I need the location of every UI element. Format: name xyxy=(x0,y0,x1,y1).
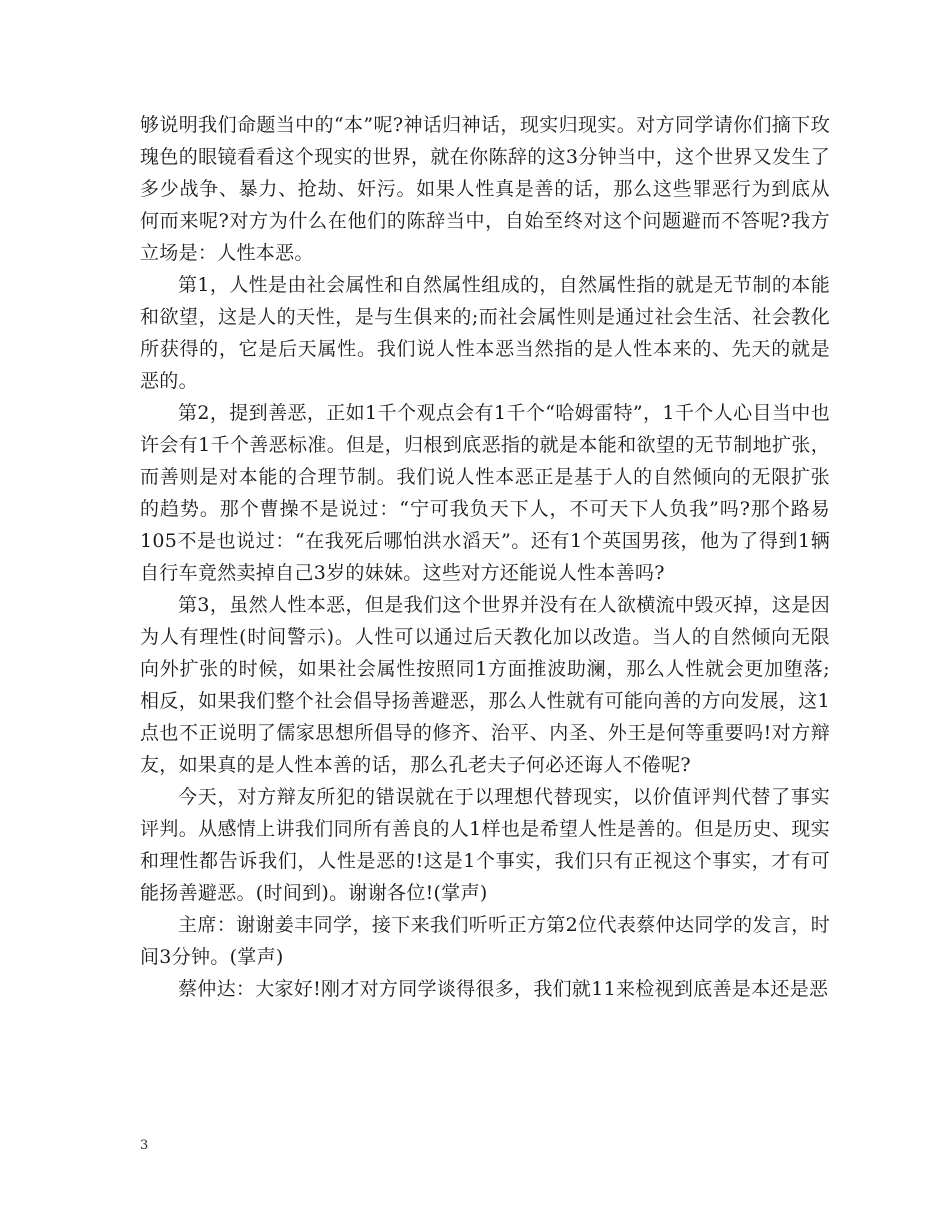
paragraph-next-speaker: 蔡仲达：大家好!刚才对方同学谈得很多，我们就11来检视到底善是本还是恶 xyxy=(178,978,829,1000)
paragraph-point-3: 第3，虽然人性本恶，但是我们这个世界并没有在人欲横流中毁灭掉，这是因为人有理性(时间警示)。人性可以通过后天教化加以改造。当人的自然倾向无限向外扩张的时候，如果社会属性按照同1方面推波助澜，那么人性就会更加堕落;相反，如果我们整个社会倡导扬善避恶，那么人性就有可能向善的方向发展，这1点也不正说明了儒家思想所倡导的修齐、治平、内圣、外王是何等重要吗!对方辩友，如果真的是人性本善的话，那么孔老夫子何必还诲人不倦呢? xyxy=(140,594,830,776)
paragraph-continuation: 够说明我们命题当中的“本”呢?神话归神话，现实归现实。对方同学请你们摘下玫瑰色的眼镜看看这个现实的世界，就在你陈辞的这3分钟当中，这个世界又发生了多少战争、暴力、抢劫、奸污。如果人性真是善的话，那么这些罪恶行为到底从何而来呢?对方为什么在他们的陈辞当中，自始至终对这个问题避而不答呢?我方立场是：人性本恶。 xyxy=(140,114,830,264)
document-body xyxy=(140,109,830,1005)
paragraph-point-2: 第2，提到善恶，正如1千个观点会有1千个“哈姆雷特”，1千个人心目当中也许会有1千个善恶标准。但是，归根到底恶指的就是本能和欲望的无节制地扩张，而善则是对本能的合理节制。我们说人性本恶正是基于人的自然倾向的无限扩张的趋势。那个曹操不是说过：“宁可我负天下人，不可天下人负我”吗?那个路易 105不是也说过：“在我死后哪怕洪水滔天”。还有1个英国男孩，他为了得到1辆自行车竟然卖掉自己3岁的妹妹。这些对方还能说人性本善吗? xyxy=(140,402,830,584)
paragraph-point-1: 第1，人性是由社会属性和自然属性组成的，自然属性指的就是无节制的本能和欲望，这是人的天性，是与生俱来的;而社会属性则是通过社会生活、社会教化所获得的，它是后天属性。我们说人性本恶当然指的是人性本来的、先天的就是恶的。 xyxy=(140,274,830,392)
page-number: 3 xyxy=(140,1138,149,1153)
paragraph-conclusion: 今天，对方辩友所犯的错误就在于以理想代替现实，以价值评判代替了事实评判。从感情上讲我们同所有善良的人1样也是希望人性是善的。但是历史、现实和理性都告诉我们，人性是恶的!这是1个事实，我们只有正视这个事实，才有可能扬善避恶。(时间到)。谢谢各位!(掌声) xyxy=(140,786,830,904)
paragraph-chair: 主席：谢谢姜丰同学，接下来我们听听正方第2位代表蔡仲达同学的发言，时间3分钟。(掌声) xyxy=(140,914,830,968)
